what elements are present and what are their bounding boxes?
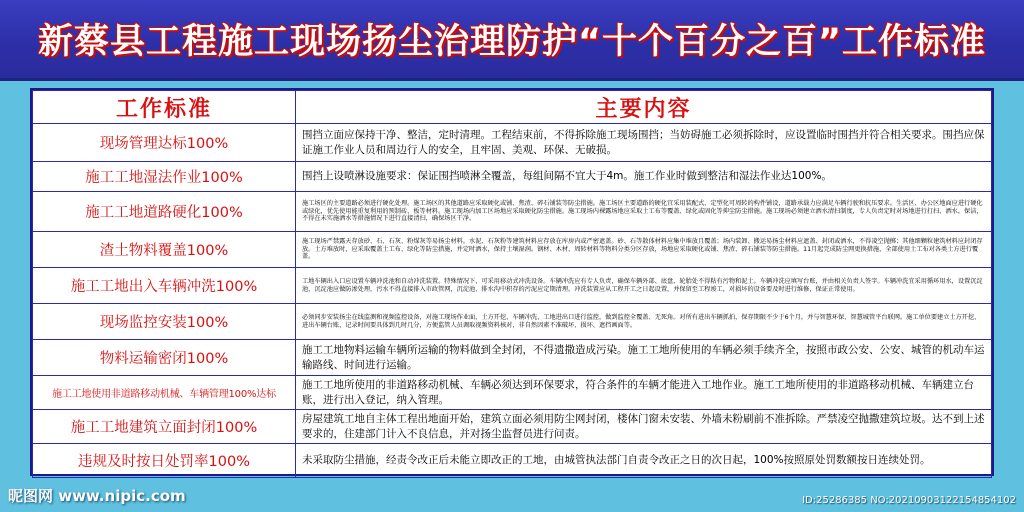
row-content: 施工现场严禁露天存放砂、石、石灰、粉煤灰等易扬尘材料。水泥、石灰粉等建筑材料应存放在库房内或严密遮盖。砂、石等散体材料应集中堆放且覆盖；场内装卸、搬运易扬尘材料应遮盖、封闭或洒水，不得凌空抛掷；其他细颗粒建筑材料应封闭存放。土方堆放时，应采取覆盖土工布、绿化等防尘措施，并定时洒水，保持土壤湿润。钢材、木材、周转材料等物料分类分区存放，场地应采取硬化或铺、焦渣、碎石铺装等防尘措施。11月起完成防尘网更换措施，全部使用土工布对各类土方进行覆盖。	[296, 232, 992, 268]
header-standard: 工作标准	[33, 91, 296, 124]
row-content: 未采取防尘措施，经责令改正后未能立即改正的工地，由城管执法部门自责令改正之日的次日起，100%按照原处罚数额按日连续处罚。	[296, 444, 992, 478]
row-content: 必须同步安装扬尘在线监测和视频监控设备，对施工现场作业面、土方开挖、车辆冲洗、工地进出口进行监控，做到监控全覆盖、无死角。对所有进出车辆抓拍，保存期限不少于6个月，并与智慧环保、智慧城管平台联网。施工单位要建立土方开挖、进出车辆台账，记录时间要具体到几时几分，方便监管人员调取视频资料核对，非自然因素不准破坏、损坏、遮挡画面等。	[296, 304, 992, 340]
table-row	[33, 268, 992, 304]
row-standard: 物料运输密闭100%	[33, 340, 296, 376]
row-standard: 施工工地建筑立面封闭100%	[33, 410, 296, 444]
standards-board	[30, 88, 994, 476]
table-row	[33, 376, 992, 410]
row-content: 围挡立面应保持干净、整洁，定时清理。工程结束前，不得拆除施工现场围挡；当妨碍施工必须拆除时，应设置临时围挡并符合相关要求。围挡应保证施工作业人员和周边行人的安全，且牢固、美观、环保、无破损。	[296, 124, 992, 162]
watermark: 昵图网 www.nipic.com	[8, 487, 186, 505]
table-row	[33, 232, 992, 268]
row-content: 施工工地所使用的非道路移动机械、车辆必须达到环保要求，符合条件的车辆才能进入工地作业。施工工地所使用的非道路移动机械、车辆建立台账，进行出入登记，纳入管理。	[296, 376, 992, 410]
row-standard: 施工工地出入车辆冲洗100%	[33, 268, 296, 304]
row-content: 施工工地物料运输车辆所运输的物料做到全封闭，不得遗撒造成污染。施工工地所使用的车辆必须手续齐全，按照市政公安、公安、城管的机动车运输路线、时间进行运输。	[296, 340, 992, 376]
row-standard: 现场监控安装100%	[33, 304, 296, 340]
row-content: 房屋建筑工地自主体工程出地面开始，建筑立面必须用防尘网封闭，楼体门窗未安装、外墙未粉刷前不准拆除。严禁凌空抛撒建筑垃圾。达不到上述要求的，住建部门计入不良信息，并对扬尘监督员进行问责。	[296, 410, 992, 444]
table-header-row	[33, 91, 992, 124]
image-id-label: ID:25286385 NO:20210903122154854102	[802, 495, 1016, 506]
table-row	[33, 162, 992, 192]
row-content: 围挡上设喷淋设施要求：保证围挡喷淋全覆盖，每组间隔不宜大于4m。施工作业时做到整洁和湿法作业达100%。	[296, 162, 992, 192]
row-standard: 违规及时按日处罚率100%	[33, 444, 296, 478]
row-content: 施工场区的主要道路必须进行硬化处理。施工场区的其他道路应采取硬化或铺、焦渣、碎石铺装等防尘措施。施工场区主要道路的硬化宜采用装配式、定型化可周转的构件铺设，道路承载力应满足车辆行驶和抗压要求。生活区、办公区地面应进行硬化或绿化，优先使用能重复利用的预制砖、板等材料。施工现场内加工区场地应采取硬化防尘措施。施工现场内裸露场地应采取土工布等覆盖、绿化或固化等抑尘防尘措施。施工现场必须建立洒水清扫制度，专人负责定时对场地进行打扫、洒水，保洁，不得在未实施洒水等措施情况下进行直接清扫，确保场区干净。	[296, 192, 992, 232]
table-row	[33, 124, 992, 162]
row-standard: 施工工地道路硬化100%	[33, 192, 296, 232]
table-row	[33, 192, 992, 232]
page-title: 新蔡县工程施工现场扬尘治理防护“十个百分之百”工作标准	[37, 22, 986, 62]
row-standard: 现场管理达标100%	[33, 124, 296, 162]
row-standard: 施工工地湿法作业100%	[33, 162, 296, 192]
table-row	[33, 410, 992, 444]
standards-table	[32, 90, 992, 478]
header-content: 主要内容	[296, 91, 992, 124]
table-row	[33, 444, 992, 478]
title-banner	[0, 0, 1024, 81]
row-content: 工地车辆出入口应设置车辆冲洗池和自动冲洗装置。特殊情况下，可采用移动式冲洗设备。车辆冲洗应有专人负责，确保车辆外部、底盘、轮胎处不得粘有污物和泥土。车辆冲洗应填写台账，并由相关负责人签字。车辆冲洗宜采用循环用水，设置沉淀池，沉淀池应做防渗处理，污水不得直接排入市政管网，沉淀池、排水沟中积存的污泥应定期清理。冲洗装置应从工程开工之日起设置，并保留至工程竣工，对损坏的设备要及时进行维修，保证正常使用。	[296, 268, 992, 304]
table-row	[33, 304, 992, 340]
table-row	[33, 340, 992, 376]
row-standard: 施工工地使用非道路移动机械、车辆管理100%达标	[33, 376, 296, 410]
row-standard: 渣土物料覆盖100%	[33, 232, 296, 268]
